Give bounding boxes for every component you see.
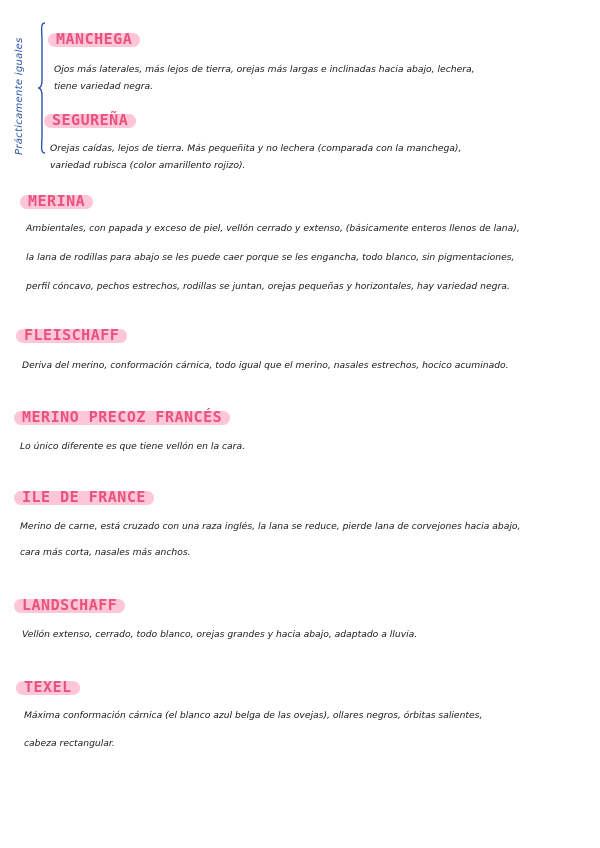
text-line: cara más corta, nasales más anchos. [20, 547, 191, 558]
text-line: la lana de rodillas para abajo se les puede caer porque se les engancha, todo blanco, sin pigmentaciones, [26, 252, 515, 263]
heading-texel: TEXEL [22, 678, 74, 696]
text-line: cabeza rectangular. [24, 738, 115, 749]
text-line: Vellón extenso, cerrado, todo blanco, orejas grandes y hacia abajo, adaptado a lluvia. [22, 629, 418, 640]
heading-fleischaff: FLEISCHAFF [22, 326, 121, 344]
heading-segurena: SEGUREÑA [50, 111, 130, 129]
text-line: Lo único diferente es que tiene vellón en la cara. [20, 441, 246, 452]
text-line: Orejas caídas, lejos de tierra. Más pequeñita y no lechera (comparada con la manchega), [50, 143, 462, 154]
text-line: Ambientales, con papada y exceso de piel, vellón cerrado y extenso, (básicamente enteros llenos de lana), [26, 223, 520, 234]
text-line: Ojos más laterales, más lejos de tierra, orejas más largas e inclinadas hacia abajo, lechera, [54, 64, 475, 75]
brace-icon [38, 22, 46, 154]
text-line: tiene variedad negra. [54, 81, 154, 92]
heading-landschaff: LANDSCHAFF [20, 596, 119, 614]
text-line: Merino de carne, está cruzado con una raza inglés, la lana se reduce, pierde lana de corvejones hacia abajo, [20, 521, 521, 532]
text-line: Deriva del merino, conformación cárnica, todo igual que el merino, nasales estrechos, hocico acuminado. [22, 360, 509, 371]
heading-manchega: MANCHEGA [54, 30, 134, 48]
heading-merino-precoz-frances: MERINO PRECOZ FRANCÉS [20, 408, 224, 426]
text-line: Máxima conformación cárnica (el blanco azul belga de las ovejas), ollares negros, órbitas salientes, [24, 710, 483, 721]
heading-merina: MERINA [26, 192, 87, 210]
heading-ile-de-france: ILE DE FRANCE [20, 488, 148, 506]
text-line: variedad rubisca (color amarillento rojizo). [50, 160, 246, 171]
side-note: Prácticamente iguales [14, 37, 25, 155]
text-line: perfil cóncavo, pechos estrechos, rodillas se juntan, orejas pequeñas y horizontales, hay variedad negra. [26, 281, 510, 292]
